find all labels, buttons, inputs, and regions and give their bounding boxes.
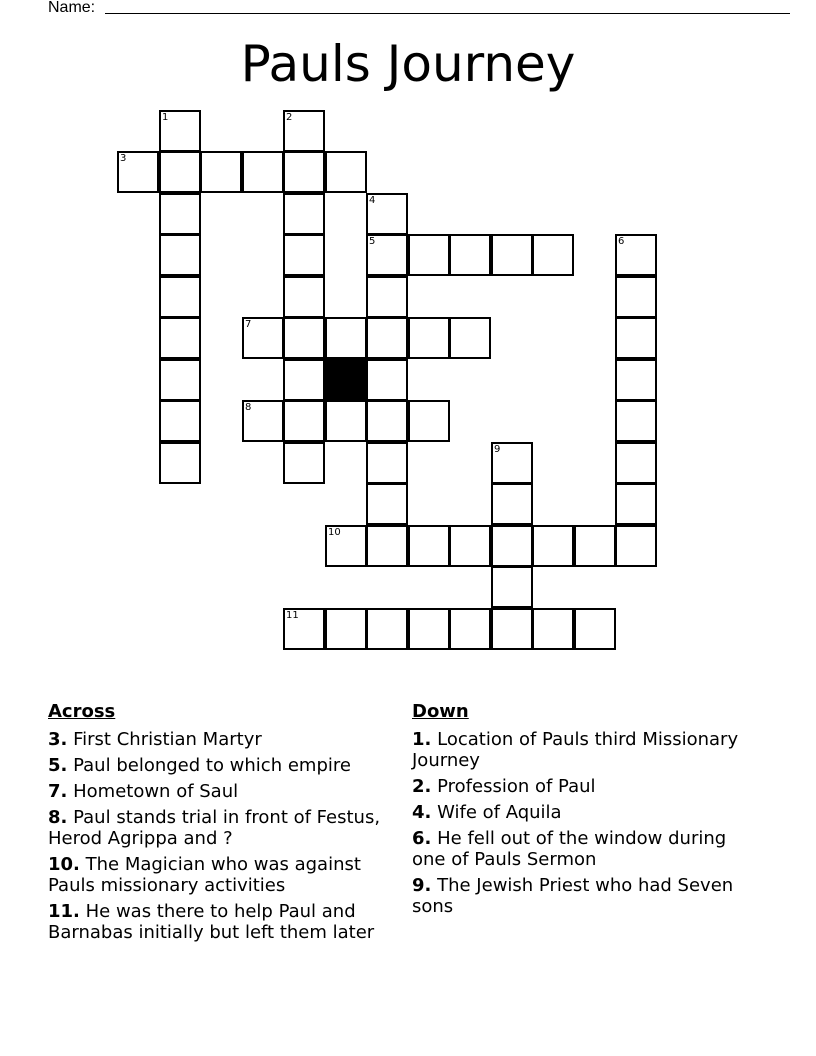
across-clue [48,854,410,896]
crossword-cell[interactable] [491,566,533,608]
clue-text: Location of Pauls third Missionary Journey [412,729,739,771]
crossword-cell[interactable] [491,442,533,484]
crossword-cell[interactable] [408,400,450,442]
crossword-cell[interactable] [491,234,533,276]
clue-text: Paul stands trial in front of Festus, Herod Agrippa and ? [48,807,381,849]
down-clue [412,828,742,870]
crossword-cell[interactable] [615,442,657,484]
crossword-cell[interactable] [366,525,408,567]
black-cell [325,359,367,401]
crossword-cell[interactable] [159,276,201,318]
crossword-cell[interactable] [366,442,408,484]
crossword-cell[interactable] [283,359,325,401]
down-clue [412,875,742,917]
across-heading: Across [48,701,116,722]
crossword-cell[interactable] [366,234,408,276]
crossword-cell[interactable] [200,151,242,193]
crossword-cell[interactable] [615,359,657,401]
crossword-cell[interactable] [159,442,201,484]
crossword-cell[interactable] [491,483,533,525]
crossword-cell[interactable] [283,193,325,235]
crossword-cell[interactable] [159,151,201,193]
crossword-cell[interactable] [159,400,201,442]
clue-text: First Christian Martyr [73,729,262,750]
crossword-cell[interactable] [242,151,284,193]
across-clue [48,755,410,776]
crossword-cell[interactable] [408,317,450,359]
crossword-cell[interactable] [449,317,491,359]
crossword-cell[interactable] [366,400,408,442]
down-clue [412,802,742,823]
clue-number-label: 2 [286,112,293,123]
clue-text: The Magician who was against Pauls missionary activities [48,854,361,896]
clue-number: 10. [48,854,80,875]
clue-text: He fell out of the window during one of Pauls Sermon [412,828,727,870]
clue-text: Wife of Aquila [437,802,562,823]
crossword-cell[interactable] [449,608,491,650]
crossword-cell[interactable] [159,359,201,401]
crossword-cell[interactable] [159,193,201,235]
clue-number-label: 1 [162,112,169,123]
crossword-cell[interactable] [574,525,616,567]
clue-text: Hometown of Saul [73,781,239,802]
clue-number-label: 11 [286,610,299,621]
crossword-cell[interactable] [574,608,616,650]
crossword-cell[interactable] [325,151,367,193]
crossword-cell[interactable] [283,151,325,193]
down-heading: Down [412,701,469,722]
down-clue [412,776,742,797]
crossword-cell[interactable] [408,525,450,567]
clue-text: The Jewish Priest who had Seven sons [412,875,734,917]
across-clue [48,729,410,750]
crossword-cell[interactable] [615,400,657,442]
crossword-cell[interactable] [615,317,657,359]
crossword-cell[interactable] [242,317,284,359]
across-clues [48,700,410,948]
crossword-cell[interactable] [615,234,657,276]
clue-number: 3. [48,729,68,750]
crossword-cell[interactable] [491,525,533,567]
crossword-cell[interactable] [325,525,367,567]
crossword-cell[interactable] [366,193,408,235]
across-clue [48,901,410,943]
clue-number-label: 10 [328,527,341,538]
crossword-cell[interactable] [283,608,325,650]
across-clue [48,781,410,802]
clue-number-label: 9 [494,444,501,455]
clue-number: 4. [412,802,432,823]
crossword-cell[interactable] [532,234,574,276]
crossword-cell[interactable] [366,483,408,525]
crossword-cell[interactable] [283,400,325,442]
clue-number: 2. [412,776,432,797]
crossword-cell[interactable] [283,317,325,359]
crossword-cell[interactable] [325,317,367,359]
clue-number: 6. [412,828,432,849]
down-clue-list [412,729,742,917]
clue-number-label: 5 [369,236,376,247]
clue-text: Profession of Paul [437,776,596,797]
clue-number: 1. [412,729,432,750]
crossword-cell[interactable] [366,608,408,650]
crossword-cell[interactable] [408,234,450,276]
clue-number-label: 3 [120,153,127,164]
crossword-cell[interactable] [159,110,201,152]
down-clues [412,700,742,922]
clue-text: Paul belonged to which empire [73,755,351,776]
crossword-cell[interactable] [117,151,159,193]
clue-number: 11. [48,901,80,922]
clue-number-label: 4 [369,195,376,206]
crossword-cell[interactable] [283,234,325,276]
crossword-cell[interactable] [408,608,450,650]
crossword-cell[interactable] [615,483,657,525]
crossword-cell[interactable] [366,317,408,359]
crossword-cell[interactable] [283,110,325,152]
crossword-cell[interactable] [532,608,574,650]
clue-text: He was there to help Paul and Barnabas initially but left them later [48,901,375,943]
crossword-cell[interactable] [325,400,367,442]
across-clue-list [48,729,410,943]
crossword-cell[interactable] [283,276,325,318]
crossword-cell[interactable] [242,400,284,442]
name-label: Name: [48,0,96,16]
clue-number: 5. [48,755,68,776]
crossword-cell[interactable] [366,359,408,401]
clue-number: 8. [48,807,68,828]
crossword-cell[interactable] [449,234,491,276]
page-title: Pauls Journey [240,35,576,93]
crossword-cell[interactable] [159,317,201,359]
crossword-cell[interactable] [366,276,408,318]
crossword-cell[interactable] [283,442,325,484]
down-clue [412,729,742,771]
clue-number-label: 8 [245,402,252,413]
crossword-cell[interactable] [159,234,201,276]
crossword-cell[interactable] [532,525,574,567]
crossword-cell[interactable] [615,525,657,567]
clue-number: 9. [412,875,432,896]
clue-number: 7. [48,781,68,802]
clue-number-label: 7 [245,319,252,330]
crossword-cell[interactable] [491,608,533,650]
crossword-cell[interactable] [325,608,367,650]
crossword-cell[interactable] [449,525,491,567]
clue-number-label: 6 [618,236,625,247]
across-clue [48,807,410,849]
crossword-cell[interactable] [615,276,657,318]
